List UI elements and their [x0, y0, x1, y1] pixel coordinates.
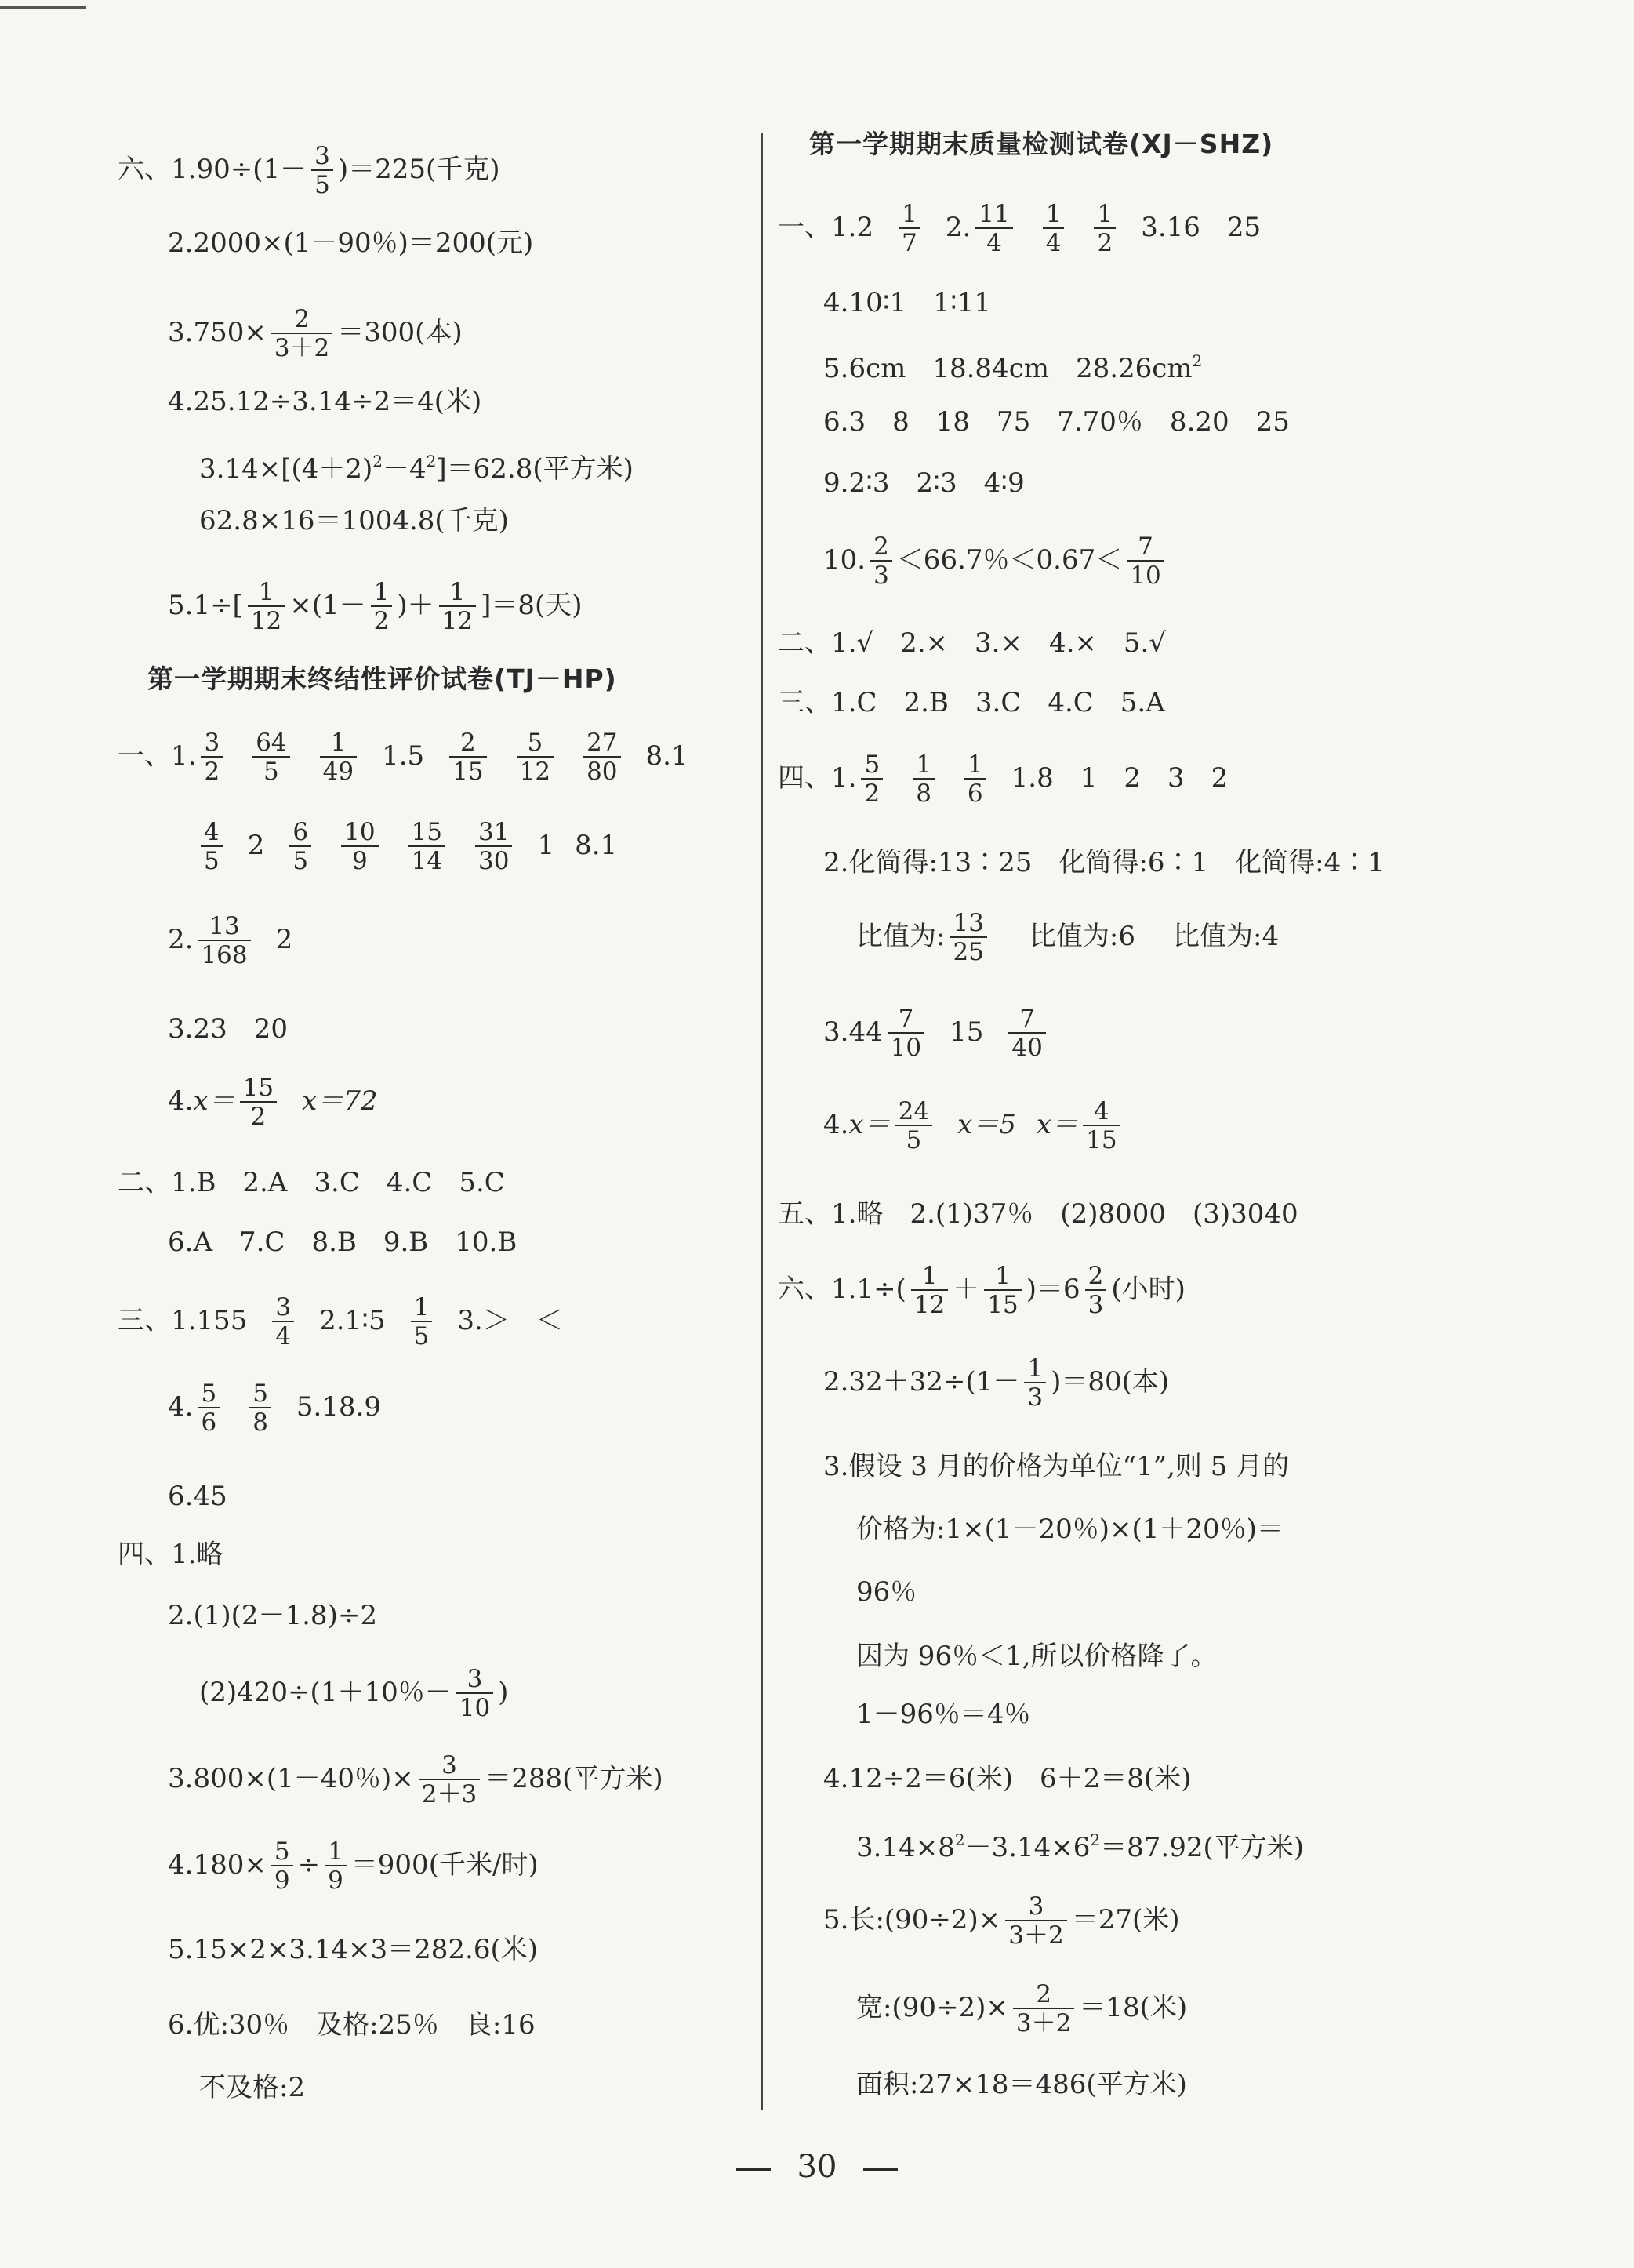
answer-line: 6.45	[168, 1481, 227, 1512]
answer-line: 2.2000×(1－90％)＝200(元)	[168, 227, 534, 259]
answer-line: 5.6cm 18.84cm $28.26cm^2$	[823, 351, 1203, 384]
answer-line: 3.23 20	[168, 1013, 288, 1045]
answer-line: 2. $\frac{13}{168}$ 2	[168, 912, 293, 969]
answer-line: 3.800×(1－40％)× $\frac{3}{2+3}$ ＝288(平方米)	[168, 1751, 663, 1808]
top-rule	[0, 6, 86, 9]
answer-line: 比值为: $\frac{13}{25}$ 比值为:6 比值为:4	[856, 909, 1280, 966]
answer-line: 三、1.C 2.B 3.C 4.C 5.A	[778, 687, 1165, 718]
answer-line: 6.3 8 18 75 7.70％ 8.20 25	[823, 406, 1290, 438]
answer-line: 不及格:2	[199, 2072, 306, 2103]
answer-line: 一、1. $\frac{3}{2}$ $\frac{64}{5}$ $\frac{1}{49}$ 1.5 $\frac{2}{15}$ $\frac{5}{12}$ $\frac{27}{80}$ 8.1	[118, 729, 688, 786]
answer-line: 面积:27×18＝486(平方米)	[856, 2069, 1187, 2100]
answer-line: 四、1.略	[118, 1539, 223, 1570]
answer-line: 4.x＝ $\frac{24}{5}$ x＝5 x＝ $\frac{4}{15}$	[823, 1098, 1125, 1154]
answer-line: 1－96％＝4％	[856, 1699, 1031, 1730]
answer-line: 一、1.2 $\frac{1}{7}$ 2. $\frac{11}{4}$ $\frac{1}{4}$ $\frac{1}{2}$ 3.16 25	[778, 200, 1262, 257]
answer-line: 3.750× $\frac{2}{3+2}$ ＝300(本)	[168, 305, 463, 362]
answer-line: 六、1.1÷( $\frac{1}{12}$ ＋ $\frac{1}{15}$ )＝6 $\frac{2}{3}$ (小时)	[778, 1262, 1186, 1319]
answer-line: 二、1.B 2.A 3.C 4.C 5.C	[118, 1167, 505, 1198]
answer-line: 4. $\frac{5}{6}$ $\frac{5}{8}$ 5.18.9	[168, 1379, 382, 1437]
answer-line: 2.32＋32÷(1－ $\frac{1}{3}$ )＝80(本)	[823, 1354, 1170, 1412]
answer-line: 5.15×2×3.14×3＝282.6(米)	[168, 1934, 538, 1965]
answer-line: 9.2∶3 2∶3 4∶9	[823, 467, 1025, 499]
answer-line: 96％	[856, 1576, 917, 1608]
answer-line: 五、1.略 2.(1)37％ (2)8000 (3)3040	[778, 1198, 1298, 1230]
answer-line: 4.180× $\frac{5}{9}$ ÷ $\frac{1}{9}$ ＝900(千米/时)	[168, 1837, 539, 1895]
answer-line: 5.长:(90÷2)× $\frac{3}{3+2}$ ＝27(米)	[823, 1892, 1180, 1950]
answer-line: 4.x＝ $\frac{15}{2}$ x＝72	[168, 1074, 378, 1131]
answer-line: $3.14\times[(4+2)^2-4^2]=62.8$(平方米)	[199, 452, 634, 485]
answer-line: 因为 96％＜1,所以价格降了。	[856, 1641, 1218, 1672]
answer-line: (2)420÷(1＋10％－ $\frac{3}{10}$ )	[199, 1665, 509, 1722]
answer-line: 四、1. $\frac{5}{2}$ $\frac{1}{8}$ $\frac{1}{6}$ 1.8 1 2 3 2	[778, 751, 1229, 808]
page-number-text: 30	[797, 2149, 837, 2185]
answer-line: $\frac{4}{5}$ 2 $\frac{6}{5}$ $\frac{10}{9}$ $\frac{15}{14}$ $\frac{31}{30}$ 1 8.1	[196, 819, 617, 875]
exam-title: 第一学期期末质量检测试卷(XJ－SHZ)	[809, 129, 1274, 159]
answer-line: 2.(1)(2－1.8)÷2	[168, 1600, 377, 1631]
column-divider	[761, 133, 763, 2110]
page-number-dash	[863, 2168, 898, 2171]
answer-line: 62.8×16＝1004.8(千克)	[199, 505, 509, 536]
answer-line: 宽:(90÷2)× $\frac{2}{3+2}$ ＝18(米)	[856, 1980, 1188, 2037]
page-number-dash	[736, 2168, 771, 2171]
answer-line: 六、1.90÷(1－ $\frac{3}{5}$ )＝225(千克)	[118, 142, 500, 199]
answer-line: 5.1÷[ $\frac{1}{12}$ ×(1－ $\frac{1}{2}$ )＋ $\frac{1}{12}$ ]＝8(天)	[168, 578, 583, 635]
page-number	[0, 2149, 1634, 2185]
answer-line: 三、1.155 $\frac{3}{4}$ 2.1∶5 $\frac{1}{5}$ 3.＞ ＜	[118, 1293, 563, 1350]
answer-line: 4.25.12÷3.14÷2＝4(米)	[168, 386, 482, 417]
answer-line: 3.44 $\frac{7}{10}$ 15 $\frac{7}{40}$	[823, 1005, 1051, 1062]
answer-line: 二、1.√ 2.× 3.× 4.× 5.√	[778, 627, 1166, 659]
answer-line: $3.14\times 8^2-3.14\times 6^2=87.92$(平方米)	[856, 1830, 1304, 1863]
exam-title: 第一学期期末终结性评价试卷(TJ－HP)	[147, 663, 617, 694]
answer-line: 3.假设 3 月的价格为单位“1”,则 5 月的	[823, 1451, 1290, 1482]
answer-line: 2.化简得:13∶25 化简得:6∶1 化简得:4∶1	[823, 847, 1385, 878]
answer-line: 4.12÷2＝6(米) 6＋2＝8(米)	[823, 1763, 1192, 1794]
answer-line: 10. $\frac{2}{3}$ ＜66.7％＜0.67＜ $\frac{7}{10}$	[823, 533, 1169, 590]
answer-line: 6.A 7.C 8.B 9.B 10.B	[168, 1227, 517, 1258]
answer-line: 6.优:30％ 及格:25％ 良:16	[168, 2009, 536, 2041]
answer-line: 价格为:1×(1－20％)×(1＋20％)＝	[856, 1514, 1284, 1545]
answer-line: 4.10∶1 1∶11	[823, 287, 991, 318]
